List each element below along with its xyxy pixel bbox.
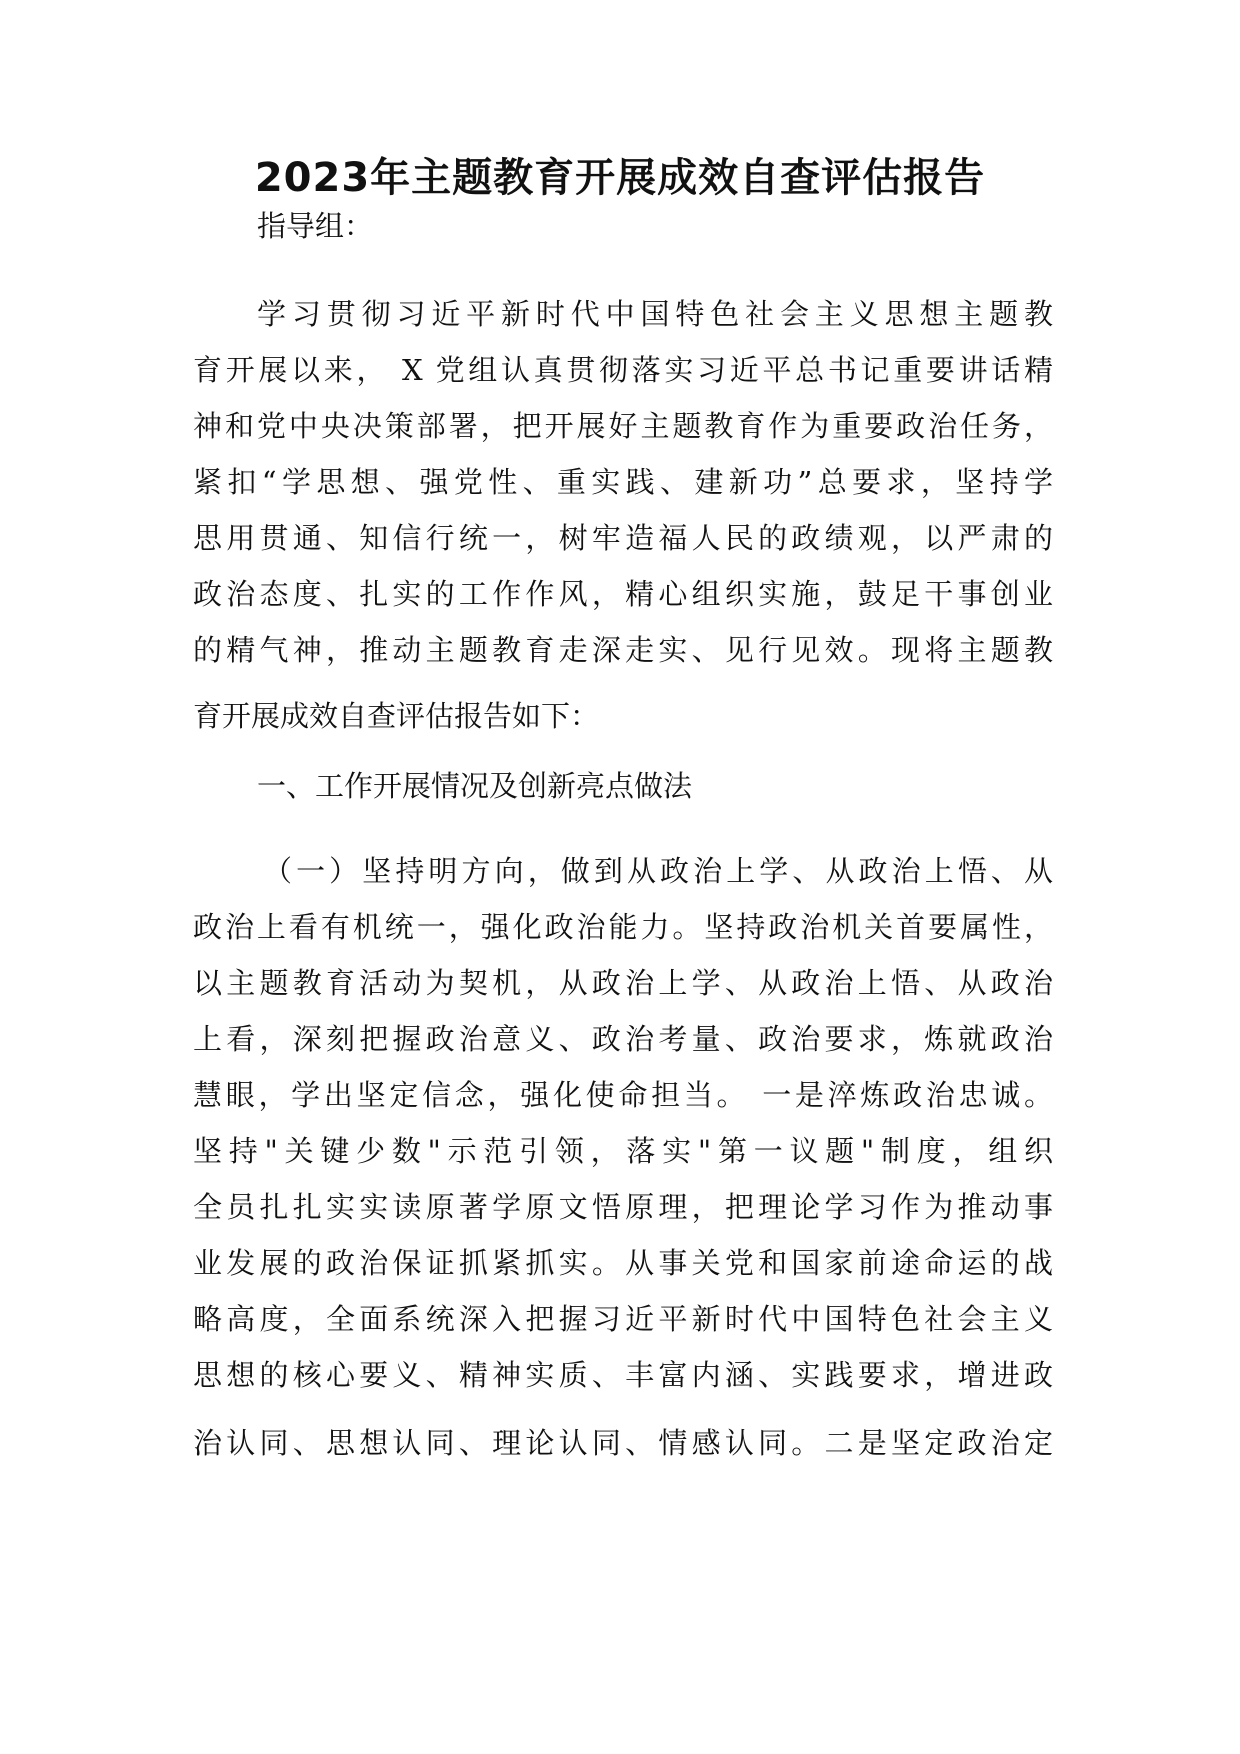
paragraph-line: 全员扎扎实实读原著学原文悟原理，把理论学习作为推动事: [193, 1190, 1053, 1224]
paragraph-line: 治认同、思想认同、理论认同、情感认同。二是坚定政治定: [193, 1426, 1053, 1460]
paragraph-line: 坚持"关键少数"示范引领，落实"第一议题"制度，组织: [193, 1134, 1053, 1168]
section-heading: 一、工作开展情况及创新亮点做法: [257, 769, 693, 803]
paragraph-line: 的精气神，推动主题教育走深走实、见行见效。现将主题教: [193, 633, 1053, 667]
paragraph-line: 思想的核心要义、精神实质、丰富内涵、实践要求，增进政: [193, 1358, 1053, 1392]
paragraph-line: 紧扣“学思想、强党性、重实践、建新功”总要求，坚持学: [193, 465, 1053, 499]
paragraph-line: 略高度，全面系统深入把握习近平新时代中国特色社会主义: [193, 1302, 1053, 1336]
paragraph-line: 业发展的政治保证抓紧抓实。从事关党和国家前途命运的战: [193, 1246, 1053, 1280]
paragraph-line: 慧眼，学出坚定信念，强化使命担当。 一是淬炼政治忠诚。: [193, 1078, 1053, 1112]
paragraph-line: 神和党中央决策部署，把开展好主题教育作为重要政治任务，: [193, 409, 1053, 443]
paragraph-line: 政治态度、扎实的工作作风，精心组织实施，鼓足干事创业: [193, 577, 1053, 611]
paragraph-intro: [193, 286, 1053, 744]
paragraph-line: 政治上看有机统一，强化政治能力。坚持政治机关首要属性，: [193, 910, 1053, 944]
paragraph-section-1: [193, 843, 1053, 1471]
paragraph-line: 思用贯通、知信行统一，树牢造福人民的政绩观，以严肃的: [193, 521, 1053, 555]
paragraph-line: 学习贯彻习近平新时代中国特色社会主义思想主题教: [257, 297, 1053, 331]
document-title: 2023年主题教育开展成效自查评估报告: [254, 155, 986, 201]
paragraph-line: 育开展成效自查评估报告如下：: [193, 699, 600, 733]
salutation: 指导组：: [257, 209, 374, 243]
paragraph-line: 上看，深刻把握政治意义、政治考量、政治要求，炼就政治: [193, 1022, 1053, 1056]
paragraph-line: （一）坚持明方向，做到从政治上学、从政治上悟、从: [263, 854, 1053, 888]
paragraph-line: 以主题教育活动为契机，从政治上学、从政治上悟、从政治: [193, 966, 1053, 1000]
paragraph-line: 育开展以来， X 党组认真贯彻落实习近平总书记重要讲话精: [193, 353, 1053, 387]
